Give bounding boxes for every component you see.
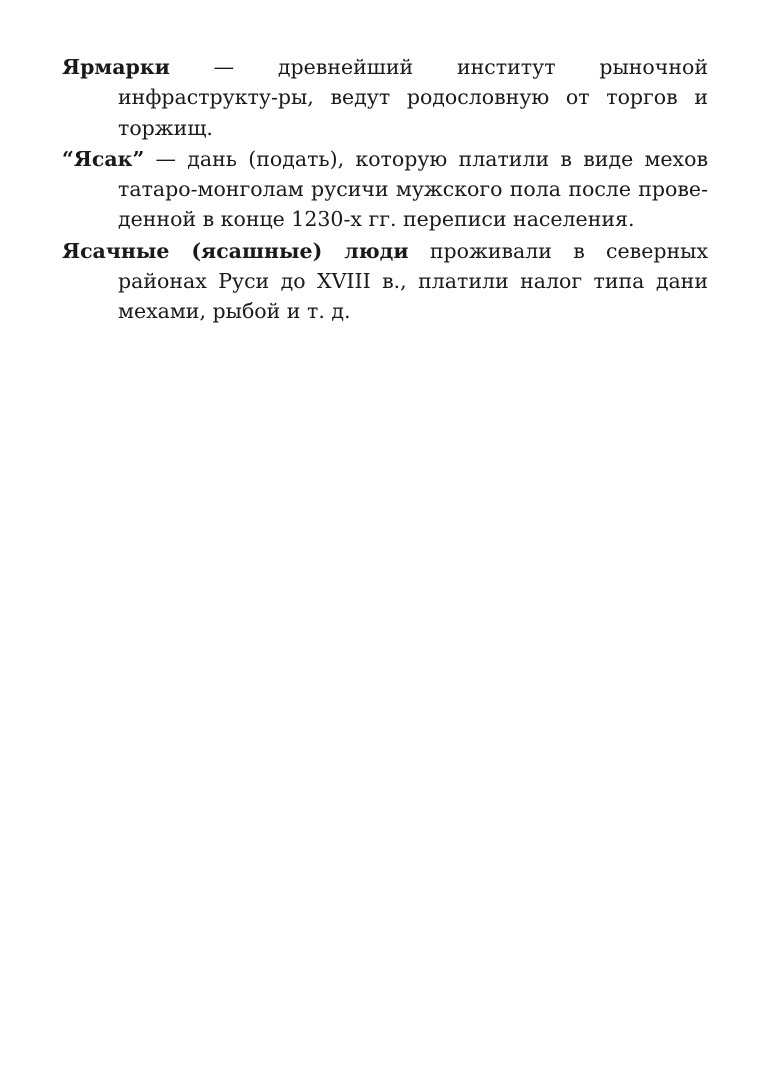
glossary-entry-yasak xyxy=(62,144,708,235)
document-page xyxy=(62,52,708,328)
entry-term: Ясачные (ясашные) люди xyxy=(62,238,409,263)
glossary-entry-yarmarki xyxy=(62,52,708,143)
entry-term: Ярмарки xyxy=(62,55,170,79)
glossary-entry-yasachnye-lyudi xyxy=(62,236,708,327)
entry-definition: — дань (подать), которую платили в виде мехов татаро-монголам русичи мужского пола после прове-денной в конце 1230-х гг. переписи населения. xyxy=(118,146,708,232)
entry-term: “Ясак” xyxy=(62,146,145,171)
entry-definition: — древнейший институт рыночной инфраструкту-ры, ведут родословную от торгов и торжищ. xyxy=(118,55,708,140)
entry-definition: проживали в северных районах Руси до XVIII в., платили налог типа дани мехами, рыбой и т. д. xyxy=(118,238,709,324)
